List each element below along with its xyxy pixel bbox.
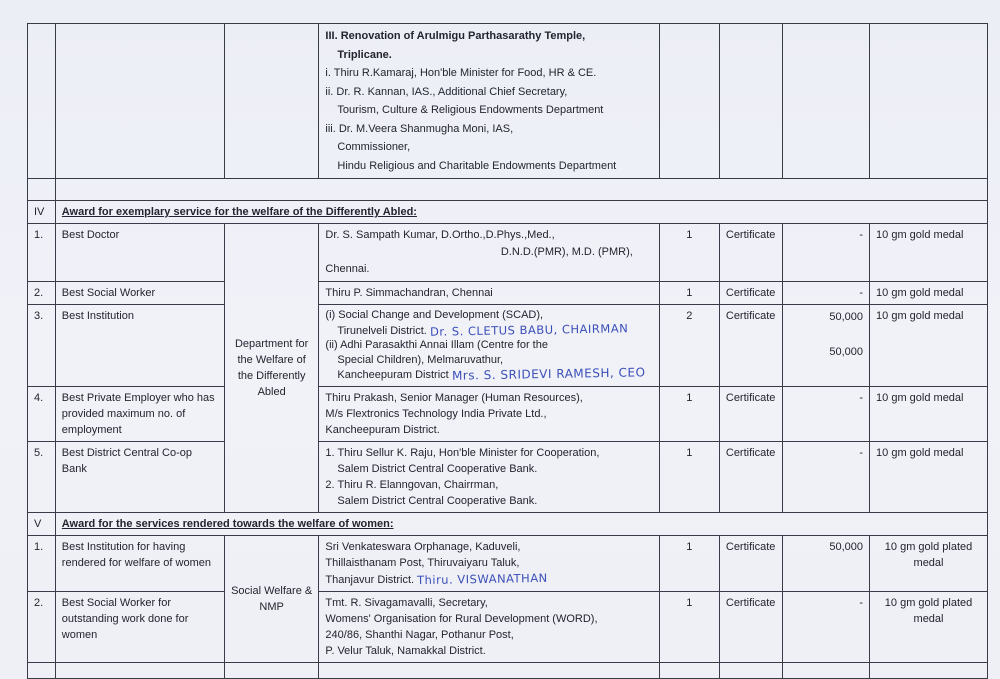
cash-amount: 50,000 50,000	[783, 305, 870, 387]
award-count: 1	[659, 441, 719, 512]
medal: 10 gm gold medal	[870, 282, 988, 305]
award-type: Certificate	[719, 591, 782, 662]
section-title: Award for the services rendered towards the welfare of women:	[55, 512, 987, 535]
renovation-cell	[319, 24, 659, 179]
medal: 10 gm gold medal	[870, 305, 988, 387]
section-title: Award for exemplary service for the welfare of the Differently Abled:	[55, 201, 987, 224]
spacer-row	[28, 662, 988, 678]
medal: 10 gm gold medal	[870, 441, 988, 512]
award-category: Best Social Worker for outstanding work done for women	[55, 591, 224, 662]
renovation-line: i. Thiru R.Kamaraj, Hon'ble Minister for Food, HR & CE.	[325, 67, 597, 79]
award-count: 2	[659, 305, 719, 387]
handwritten-annotation: Thiru. VISWANATHAN	[417, 570, 548, 587]
row-number: 5.	[28, 441, 56, 512]
award-count: 1	[659, 591, 719, 662]
award-count: 1	[659, 535, 719, 591]
award-type: Certificate	[719, 535, 782, 591]
recipient-cell: Sri Venkateswara Orphanage, Kaduveli, Thillaisthanam Post, Thiruvaiyaru Taluk, Thanjavur District. Thiru. VISWANATHAN	[319, 535, 659, 591]
table-row	[28, 441, 988, 512]
row-number: 2.	[28, 282, 56, 305]
table-row	[28, 386, 988, 441]
recipient-cell: Tmt. R. Sivagamavalli, Secretary, Womens' Organisation for Rural Development (WORD), 240/86, Shanthi Nagar, Pothanur Post, P. Velur Taluk, Namakkal District.	[319, 591, 659, 662]
cash-amount: -	[783, 441, 870, 512]
award-type: Certificate	[719, 441, 782, 512]
award-category: Best Doctor	[55, 224, 224, 282]
table-row	[28, 305, 988, 387]
award-count: 1	[659, 282, 719, 305]
section-number: V	[28, 512, 56, 535]
award-type: Certificate	[719, 305, 782, 387]
cash-amount: -	[783, 386, 870, 441]
section-header-row	[28, 201, 988, 224]
award-category: Best District Central Co-op Bank	[55, 441, 224, 512]
row-number: 3.	[28, 305, 56, 387]
row-number: 4.	[28, 386, 56, 441]
award-category: Best Private Employer who has provided maximum no. of employment	[55, 386, 224, 441]
table-row	[28, 24, 988, 179]
recipient-cell: Thiru Prakash, Senior Manager (Human Resources), M/s Flextronics Technology India Private Ltd., Kancheepuram District.	[319, 386, 659, 441]
renovation-line: Hindu Religious and Charitable Endowments Department	[337, 159, 617, 172]
award-category: Best Social Worker	[55, 282, 224, 305]
award-category: Best Institution for having rendered for welfare of women	[55, 535, 224, 591]
section-header-row	[28, 512, 988, 535]
recipient-cell: Dr. S. Sampath Kumar, D.Ortho.,D.Phys.,Med., D.N.D.(PMR), M.D. (PMR), Chennai.	[319, 224, 659, 282]
department-cell: Social Welfare & NMP	[224, 535, 319, 662]
renovation-title-cont: Triplicane.	[337, 48, 392, 61]
cash-amount: -	[783, 591, 870, 662]
award-count: 1	[659, 386, 719, 441]
recipient-cell: 1. Thiru Sellur K. Raju, Hon'ble Minister for Cooperation, Salem District Central Cooperative Bank. 2. Thiru R. Elanngovan, Chairrman, Salem District Central Cooperative Bank.	[319, 441, 659, 512]
award-type: Certificate	[719, 386, 782, 441]
renovation-line: ii. Dr. R. Kannan, IAS., Additional Chief Secretary,	[325, 85, 568, 98]
medal: 10 gm gold plated medal	[870, 591, 988, 662]
handwritten-annotation: Mrs. S. SRIDEVI RAMESH, CEO	[451, 365, 646, 383]
row-number: 2.	[28, 591, 56, 662]
medal: 10 gm gold medal	[870, 224, 988, 282]
renovation-line: Commissioner,	[337, 141, 411, 153]
handwritten-annotation: Dr. S. CLETUS BABU, CHAIRMAN	[429, 320, 629, 339]
table-row	[28, 591, 988, 662]
table-row	[28, 282, 988, 305]
awards-table	[27, 23, 988, 679]
medal: 10 gm gold medal	[870, 386, 988, 441]
spacer-row	[28, 179, 988, 201]
award-type: Certificate	[719, 224, 782, 282]
section-number: IV	[28, 201, 56, 224]
renovation-title: III. Renovation of Arulmigu Parthasarathy Temple,	[325, 30, 586, 42]
row-number: 1.	[28, 535, 56, 591]
recipient-cell: (i) Social Change and Development (SCAD), Tirunelveli District. Dr. S. CLETUS BABU, CHAIRMAN (ii) Adhi Parasakthi Annai Illam (Centre for the Special Children), Melmaruvathur, Kancheepuram District Mrs. S. SRIDEVI RAMESH, CEO	[319, 305, 659, 387]
award-category: Best Institution	[55, 305, 224, 387]
cash-amount: 50,000	[783, 535, 870, 591]
medal: 10 gm gold plated medal	[870, 535, 988, 591]
row-number: 1.	[28, 224, 56, 282]
recipient-cell: Thiru P. Simmachandran, Chennai	[319, 282, 659, 305]
renovation-line: Tourism, Culture & Religious Endowments Department	[337, 104, 604, 116]
renovation-line: iii. Dr. M.Veera Shanmugha Moni, IAS,	[325, 122, 514, 135]
table-row	[28, 535, 988, 591]
department-cell: Department for the Welfare of the Differently Abled	[224, 224, 319, 513]
table-row	[28, 224, 988, 282]
cash-amount: -	[783, 282, 870, 305]
award-count: 1	[659, 224, 719, 282]
award-type: Certificate	[719, 282, 782, 305]
cash-amount: -	[783, 224, 870, 282]
